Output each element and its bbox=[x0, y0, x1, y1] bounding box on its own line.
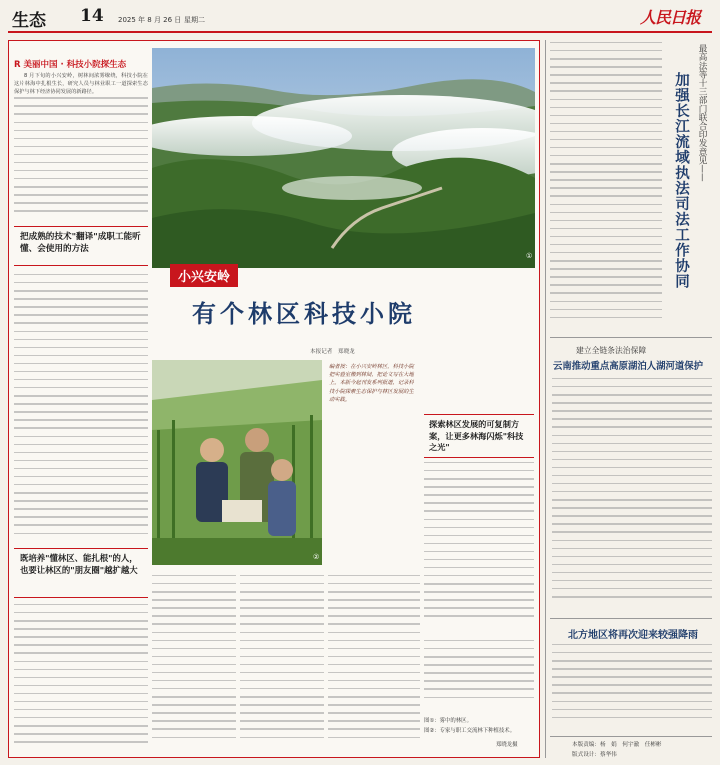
side-story-1-kicker: 最高法等十三部门联合印发意见—— bbox=[697, 44, 707, 182]
footer-editors: 本版责编：杨 娟 何宇澈 任彬彬 bbox=[572, 742, 662, 748]
photo-number-1: ① bbox=[526, 252, 533, 260]
side-story-3-headline: 北方地区将再次迎来较强降雨 bbox=[568, 630, 698, 641]
headline-kicker: 小兴安岭 bbox=[170, 264, 238, 287]
byline: 本报记者 郑晓龙 bbox=[310, 349, 355, 355]
main-headline: 有个林区科技小院 bbox=[192, 300, 416, 328]
page-header bbox=[0, 0, 720, 34]
subhead-3: 探索林区发展的可复制方案，让更多林海闪烁"科技之光" bbox=[429, 419, 524, 452]
issue-weekday: 星期二 bbox=[184, 16, 205, 24]
editor-note bbox=[326, 360, 420, 480]
side-story-2-body bbox=[552, 378, 712, 614]
body-text-lines bbox=[552, 644, 712, 718]
page-number: 14 bbox=[80, 6, 104, 26]
misty-forest-photo bbox=[152, 48, 535, 268]
bottom-column-1 bbox=[152, 575, 236, 755]
body-text-lines bbox=[152, 575, 236, 738]
body-text-lines bbox=[14, 97, 148, 211]
photo-caption-2: 图②：专家与职工交流林下种植技术。 bbox=[424, 728, 516, 734]
subhead-2: 既培养"懂林区、能扎根"的人，也要让林区的"朋友圈"越扩越大 bbox=[20, 553, 138, 575]
issue-date: 2025 年 8 月 26 日 bbox=[118, 16, 182, 24]
side-story-1-body bbox=[550, 42, 662, 334]
subhead-1: 把成熟的技术"翻译"成职工能听懂、会使用的方法 bbox=[20, 232, 141, 254]
field-visit-photo bbox=[152, 360, 322, 565]
body-text-lines bbox=[424, 462, 534, 617]
side-story-2-headline: 建立全链条法治保障 bbox=[576, 346, 647, 355]
body-text-lines bbox=[14, 604, 148, 743]
column-tag bbox=[14, 52, 127, 70]
body-text-lines bbox=[14, 274, 148, 534]
subhead-2-box bbox=[14, 548, 148, 598]
intro-column bbox=[14, 72, 148, 224]
section-name: 生态 bbox=[12, 11, 46, 31]
right-upper-column bbox=[424, 462, 534, 632]
bottom-column-2 bbox=[240, 575, 324, 755]
side-story-2-subheadline: 云南推动重点高原湖泊人湖河道保护 bbox=[553, 361, 704, 372]
side-story-1-headline-block bbox=[666, 44, 714, 334]
left-body-column bbox=[14, 274, 148, 544]
bottom-column-3 bbox=[328, 575, 420, 755]
side-divider-2 bbox=[550, 618, 712, 619]
side-divider-1 bbox=[550, 337, 712, 338]
photo-number-2: ② bbox=[313, 553, 320, 561]
headline-block bbox=[152, 272, 535, 342]
side-story-3-body bbox=[552, 644, 712, 732]
footer-divider bbox=[550, 736, 712, 737]
photo-credit: 郑晓龙摄 bbox=[496, 742, 518, 748]
footer-designer: 版式设计：蔡华伟 bbox=[572, 752, 617, 758]
photo-caption-1: 图①：雾中的林区。 bbox=[424, 718, 472, 724]
body-text-lines bbox=[550, 42, 662, 318]
subhead-3-box bbox=[424, 414, 534, 458]
body-text-lines bbox=[424, 640, 534, 698]
editor-note-text: 编者按：在小兴安岭林区，科技小院把实验室搬到林间，把论文写在大地上。本版今起刊发系列报道，记录科技小院探索生态保护与林区发展的生动实践。 bbox=[329, 364, 414, 403]
side-story-1-headline: 加强长江流域执法司法工作协同 bbox=[673, 72, 690, 289]
header-rule bbox=[8, 31, 712, 33]
subhead-1-box bbox=[14, 226, 148, 266]
body-text-lines bbox=[552, 378, 712, 598]
body-text-lines bbox=[240, 575, 324, 738]
bottom-column-4 bbox=[424, 640, 534, 710]
intro-paragraph: 8 月下旬的小兴安岭，树林间浓雾缭绕，科技小院在这片林海中扎根生长，研究人员与林业职工一道探索生态保护与林下经济协同发展的新路径。 bbox=[14, 73, 148, 96]
people-daily-logo: 人民日报 bbox=[640, 8, 701, 27]
left-bottom-column bbox=[14, 604, 148, 754]
column-tag-text: R 美丽中国 · 科技小院探生态 bbox=[14, 60, 127, 70]
body-text-lines bbox=[328, 575, 420, 738]
column-divider bbox=[545, 40, 546, 758]
